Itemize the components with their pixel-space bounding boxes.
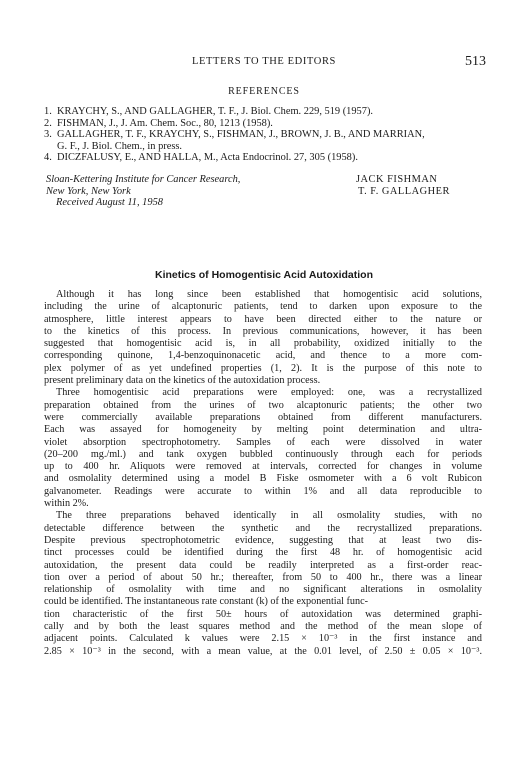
body-line: autoxidation, the present data could be readily interpreted as a first-order reac- bbox=[44, 559, 482, 571]
body-line: corresponding quinone, 1,4-benzoquinonacetic acid, and thence to a more com- bbox=[44, 350, 482, 362]
article-title: Kinetics of Homogentisic Acid Autoxidation bbox=[155, 269, 373, 281]
reference-text: DICZFALUSY, E., AND HALLA, M., Acta Endocrinol. 27, 305 (1958). bbox=[57, 152, 358, 163]
city: New York, New York bbox=[46, 185, 131, 197]
reference-number: 3. bbox=[44, 129, 52, 140]
references-heading: REFERENCES bbox=[228, 86, 300, 97]
body-line: Each was assayed for homogeneity by melting point determination and ultra- bbox=[44, 424, 482, 436]
body-line: to the kinetics of this process. In previous communications, however, it has been bbox=[44, 325, 482, 337]
institution: Sloan-Kettering Institute for Cancer Research, bbox=[46, 174, 241, 185]
body-line: tion over a period of about 50 hr.; thereafter, from 50 to 400 hr., there was a linear bbox=[44, 571, 482, 583]
page-number: 513 bbox=[465, 54, 486, 69]
body-line: up to 400 hr. Aliquots were removed at intervals, corrected for changes in volume bbox=[44, 461, 482, 473]
body-line: were commercially available preparations obtained from different manufacturers. bbox=[44, 411, 482, 423]
reference-text: G. F., J. Biol. Chem., in press. bbox=[57, 140, 183, 152]
body-line: and osmolality determined using a model B Fiske osmometer with a 6 volt Rubicon bbox=[44, 473, 482, 485]
reference-line bbox=[44, 152, 488, 164]
received-date: Received August 11, 1958 bbox=[56, 197, 163, 208]
body-line: galvanometer. Readings were accurate to within 1% and all data reproducible to bbox=[44, 485, 482, 497]
body-line: atmosphere, little interest appears to have been directed either to the nature or bbox=[44, 313, 482, 325]
body-line: cally and by both the least squares method and the method of the mean slope of bbox=[44, 621, 482, 633]
body-line: including the urine of alcaptonuric patients, tend to darken upon exposure to the bbox=[44, 301, 482, 313]
reference-number: 4. bbox=[44, 152, 52, 163]
body-line: preparation obtained from the urines of two alcaptonuric patients; the other two bbox=[44, 399, 482, 411]
body-line: Three homogentisic acid preparations were employed: one, was a recrystallized bbox=[56, 387, 482, 399]
reference-line bbox=[44, 106, 488, 118]
reference-text: GALLAGHER, T. F., KRAYCHY, S., FISHMAN, J., BROWN, J. B., AND MARRIAN, bbox=[57, 129, 425, 140]
article-body bbox=[44, 289, 482, 658]
body-line: Although it has long since been established that homogentisic acid solutions, bbox=[56, 289, 482, 300]
body-line: (20–200 mg./ml.) and tank oxygen bubbled continuously through each for periods bbox=[44, 448, 482, 460]
reference-text: FISHMAN, J., J. Am. Chem. Soc., 80, 1213 (1958). bbox=[57, 117, 273, 129]
body-line: 2.85 × 10⁻³ in the second, with a mean value, at the 0.01 level, of 2.50 ± 0.05 × 10⁻³. bbox=[44, 645, 482, 657]
reference-text: KRAYCHY, S., AND GALLAGHER, T. F., J. Biol. Chem. 229, 519 (1957). bbox=[57, 106, 374, 117]
body-line: detectable difference between the synthetic and the recrystallized preparations. bbox=[44, 522, 482, 534]
running-header bbox=[0, 56, 528, 70]
body-line: relationship of osmolality with time and no significant alterations in osmolality bbox=[44, 584, 482, 596]
authors-block bbox=[356, 174, 450, 197]
reference-number: 2. bbox=[44, 117, 52, 129]
reference-line bbox=[44, 129, 488, 141]
reference-number bbox=[44, 141, 57, 153]
reference-line bbox=[44, 118, 488, 130]
body-line: violet absorption spectrophotometry. Samples of each were dissolved in water bbox=[44, 436, 482, 448]
reference-line bbox=[44, 141, 488, 153]
body-line: could be identified. The instantaneous rate constant (k) of the exponential func- bbox=[44, 596, 369, 608]
body-line: tinct processes could be identified during the first 48 hr. of homogentisic acid bbox=[44, 547, 482, 559]
body-line: plex polymer of as yet undefined properties (1, 2). It is the purpose of this note to bbox=[44, 362, 482, 374]
body-line: The three preparations behaved identically in all osmolality studies, with no bbox=[56, 510, 482, 522]
body-line: tion characteristic of the first 50± hours of autoxidation was determined graphi- bbox=[44, 608, 482, 620]
references-list bbox=[44, 106, 488, 164]
body-line: adjacent points. Calculated k values were 2.15 × 10⁻³ in the first instance and bbox=[44, 633, 482, 645]
body-line: present preliminary data on the kinetics of the autoxidation process. bbox=[44, 375, 321, 387]
running-title: LETTERS TO THE EDITORS bbox=[192, 56, 336, 67]
body-line: suggested that homogentisic acid is, in all probability, oxidized initially to the bbox=[44, 338, 482, 350]
body-line: within 2%. bbox=[44, 498, 89, 510]
affiliation-block bbox=[46, 174, 240, 209]
reference-number: 1. bbox=[44, 106, 52, 117]
author-name: T. F. GALLAGHER bbox=[358, 185, 450, 197]
author-name: JACK FISHMAN bbox=[356, 174, 438, 185]
body-line: Despite previous spectrophotometric evidence, suggesting that at least two dis- bbox=[44, 534, 482, 546]
